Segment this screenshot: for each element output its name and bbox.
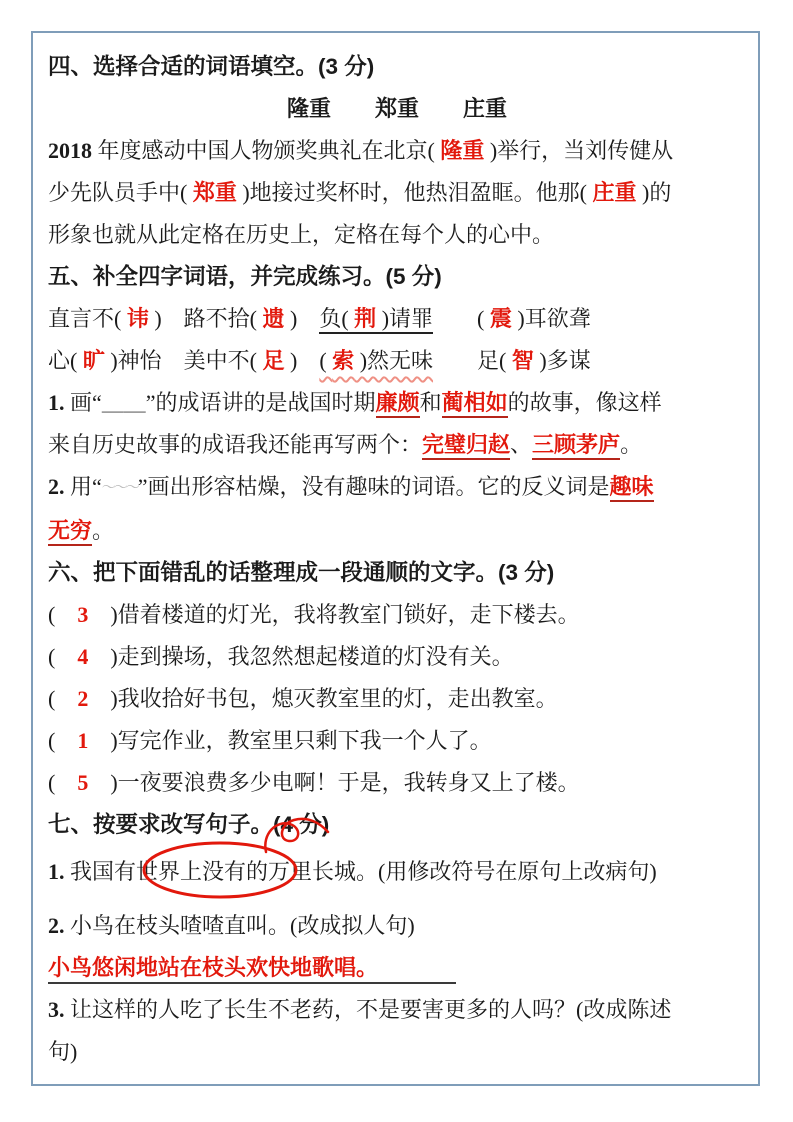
text-run: 的故事，像这样 bbox=[507, 390, 662, 415]
question-2-line-1 bbox=[48, 466, 746, 510]
answer-text: 庄重 bbox=[592, 180, 637, 205]
sentence-order-item-3 bbox=[48, 678, 746, 720]
text-run: )的 bbox=[636, 180, 672, 205]
answer-text: 足 bbox=[262, 348, 285, 373]
text-run: 心( bbox=[48, 348, 83, 373]
text-run: 少先队员手中( bbox=[48, 180, 193, 205]
text-run: 让这样的人吃了长生不老药，不是要害更多的人吗？(改成陈述 bbox=[70, 997, 672, 1022]
answer-text: 震 bbox=[489, 306, 512, 331]
sentence-order-item-4 bbox=[48, 720, 746, 762]
text-run: ) bbox=[148, 306, 184, 331]
text-run: ( bbox=[48, 770, 78, 795]
section-4-passage-line-1 bbox=[48, 130, 746, 172]
answer-text: 郑重 bbox=[192, 180, 237, 205]
section-4-passage-line-3 bbox=[48, 214, 746, 256]
section-7-heading bbox=[48, 804, 746, 846]
text-run: 、 bbox=[510, 432, 533, 457]
answer-text: 廉颇 bbox=[376, 390, 420, 418]
answer-text: 完璧归赵 bbox=[422, 432, 510, 460]
text-run: 句) bbox=[48, 1039, 78, 1064]
answer-text: 2 bbox=[77, 686, 89, 711]
text-run: 四、选择合适的词语填空。(3 分) bbox=[48, 54, 375, 79]
text-run: 画“ bbox=[70, 390, 102, 415]
text-run: ( bbox=[48, 602, 78, 627]
text-run: 用“ bbox=[70, 474, 102, 499]
answer-text: 蔺相如 bbox=[442, 390, 508, 418]
worksheet-content bbox=[33, 33, 758, 1084]
blank-line: ＿＿ bbox=[101, 390, 146, 415]
text-run: )写完作业，教室里只剩下我一个人了。 bbox=[88, 728, 492, 753]
text-run: ( bbox=[48, 728, 78, 753]
text-run: 和 bbox=[419, 390, 442, 415]
text-run: 美中不( bbox=[183, 348, 263, 373]
section-4-word-bank bbox=[48, 88, 746, 130]
text-run bbox=[433, 306, 477, 331]
text-run: ”的成语讲的是战国时期 bbox=[145, 390, 376, 415]
text-run: 来自历史故事的成语我还能再写两个： bbox=[48, 432, 423, 457]
answer-text: 三顾茅庐 bbox=[532, 432, 620, 460]
text-run: 小鸟在枝头喳喳直叫。(改成拟人句) bbox=[70, 913, 415, 938]
text-run: ( bbox=[48, 644, 78, 669]
item-number: 3. bbox=[48, 997, 70, 1022]
sentence-order-item-5 bbox=[48, 762, 746, 804]
text-run: )请罪 bbox=[376, 306, 433, 334]
text-run: )多谋 bbox=[533, 348, 591, 373]
wavy-line-mark: ～～～ bbox=[101, 481, 138, 496]
answer-text: 智 bbox=[511, 348, 534, 373]
text-run: 负( bbox=[319, 306, 354, 334]
idiom-row-1 bbox=[48, 298, 746, 340]
text-run: )神怡 bbox=[104, 348, 184, 373]
text-run: )走到操场，我忽然想起楼道的灯没有关。 bbox=[88, 644, 514, 669]
text-run: 我国有世界上没有的万里长城。(用修改符号在原句上改病句) bbox=[70, 859, 657, 884]
section-4-passage-line-2 bbox=[48, 172, 746, 214]
text-run: 。 bbox=[620, 432, 643, 457]
answer-text: 遗 bbox=[262, 306, 285, 331]
answer-text: 索 bbox=[332, 348, 355, 373]
answer-text: 隆重 bbox=[440, 138, 485, 163]
text-run: )我收拾好书包，熄灭教室里的灯，走出教室。 bbox=[88, 686, 558, 711]
question-1-line-1 bbox=[48, 382, 746, 424]
handwritten-answer: 小鸟悠闲地站在枝头欢快地歌唱。 bbox=[48, 955, 456, 984]
rewrite-item-3-line-1 bbox=[48, 989, 746, 1031]
question-1-line-2 bbox=[48, 424, 746, 466]
answer-text: 荆 bbox=[354, 306, 376, 334]
rewrite-item-2 bbox=[48, 905, 746, 947]
answer-text: 4 bbox=[77, 644, 89, 669]
text-run: 。 bbox=[92, 518, 115, 543]
item-number: 2. bbox=[48, 474, 70, 499]
item-number: 1. bbox=[48, 390, 70, 415]
text-run: ( bbox=[477, 306, 490, 331]
rewrite-item-1 bbox=[48, 851, 746, 893]
text-run: 七、按要求改写句子。(4 分) bbox=[48, 812, 330, 837]
text-run: 隆重 郑重 庄重 bbox=[286, 96, 507, 121]
text-run: ( bbox=[319, 348, 333, 373]
text-run: 形象也就从此定格在历史上，定格在每个人的心中。 bbox=[48, 222, 555, 247]
text-run bbox=[433, 348, 477, 373]
answer-text: 无穷 bbox=[48, 518, 92, 546]
text-run: ) bbox=[284, 348, 320, 373]
answer-text: 趣味 bbox=[610, 474, 654, 502]
text-run: ”画出形容枯燥，没有趣味的词语。它的反义词是 bbox=[137, 474, 610, 499]
text-run: ) bbox=[284, 306, 320, 331]
answer-text: 讳 bbox=[126, 306, 149, 331]
item-number: 2018 bbox=[48, 138, 98, 163]
section-4-heading bbox=[48, 46, 746, 88]
text-run: ( bbox=[48, 686, 78, 711]
text-run: 六、把下面错乱的话整理成一段通顺的文字。(3 分) bbox=[48, 560, 555, 585]
text-run: )地接过奖杯时，他热泪盈眶。他那( bbox=[236, 180, 593, 205]
text-run: 五、补全四字词语，并完成练习。(5 分) bbox=[48, 264, 442, 289]
text-run: )一夜要浪费多少电啊！于是，我转身又上了楼。 bbox=[88, 770, 580, 795]
answer-text: 3 bbox=[77, 602, 89, 627]
sentence-order-item-1 bbox=[48, 594, 746, 636]
text-run: 直言不( bbox=[48, 306, 127, 331]
text-run: 足( bbox=[477, 348, 512, 373]
sentence-order-item-2 bbox=[48, 636, 746, 678]
answer-text: 1 bbox=[77, 728, 89, 753]
text-run: 路不拾( bbox=[183, 306, 263, 331]
question-2-line-2 bbox=[48, 510, 746, 552]
section-6-heading bbox=[48, 552, 746, 594]
text-run: )耳欲聋 bbox=[511, 306, 591, 331]
worksheet-frame bbox=[31, 31, 760, 1086]
section-5-heading bbox=[48, 256, 746, 298]
item-number: 1. bbox=[48, 859, 70, 884]
rewrite-item-3-line-2 bbox=[48, 1031, 746, 1073]
item-number: 2. bbox=[48, 913, 70, 938]
answer-text: 5 bbox=[77, 770, 89, 795]
answer-text: 旷 bbox=[82, 348, 105, 373]
text-run: 年度感动中国人物颁奖典礼在北京( bbox=[97, 138, 441, 163]
text-run: )然无味 bbox=[354, 348, 434, 373]
text-run: )举行，当刘传健从 bbox=[484, 138, 674, 163]
text-run: )借着楼道的灯光，我将教室门锁好，走下楼去。 bbox=[88, 602, 580, 627]
rewrite-item-2-answer bbox=[48, 947, 746, 989]
idiom-row-2 bbox=[48, 340, 746, 382]
